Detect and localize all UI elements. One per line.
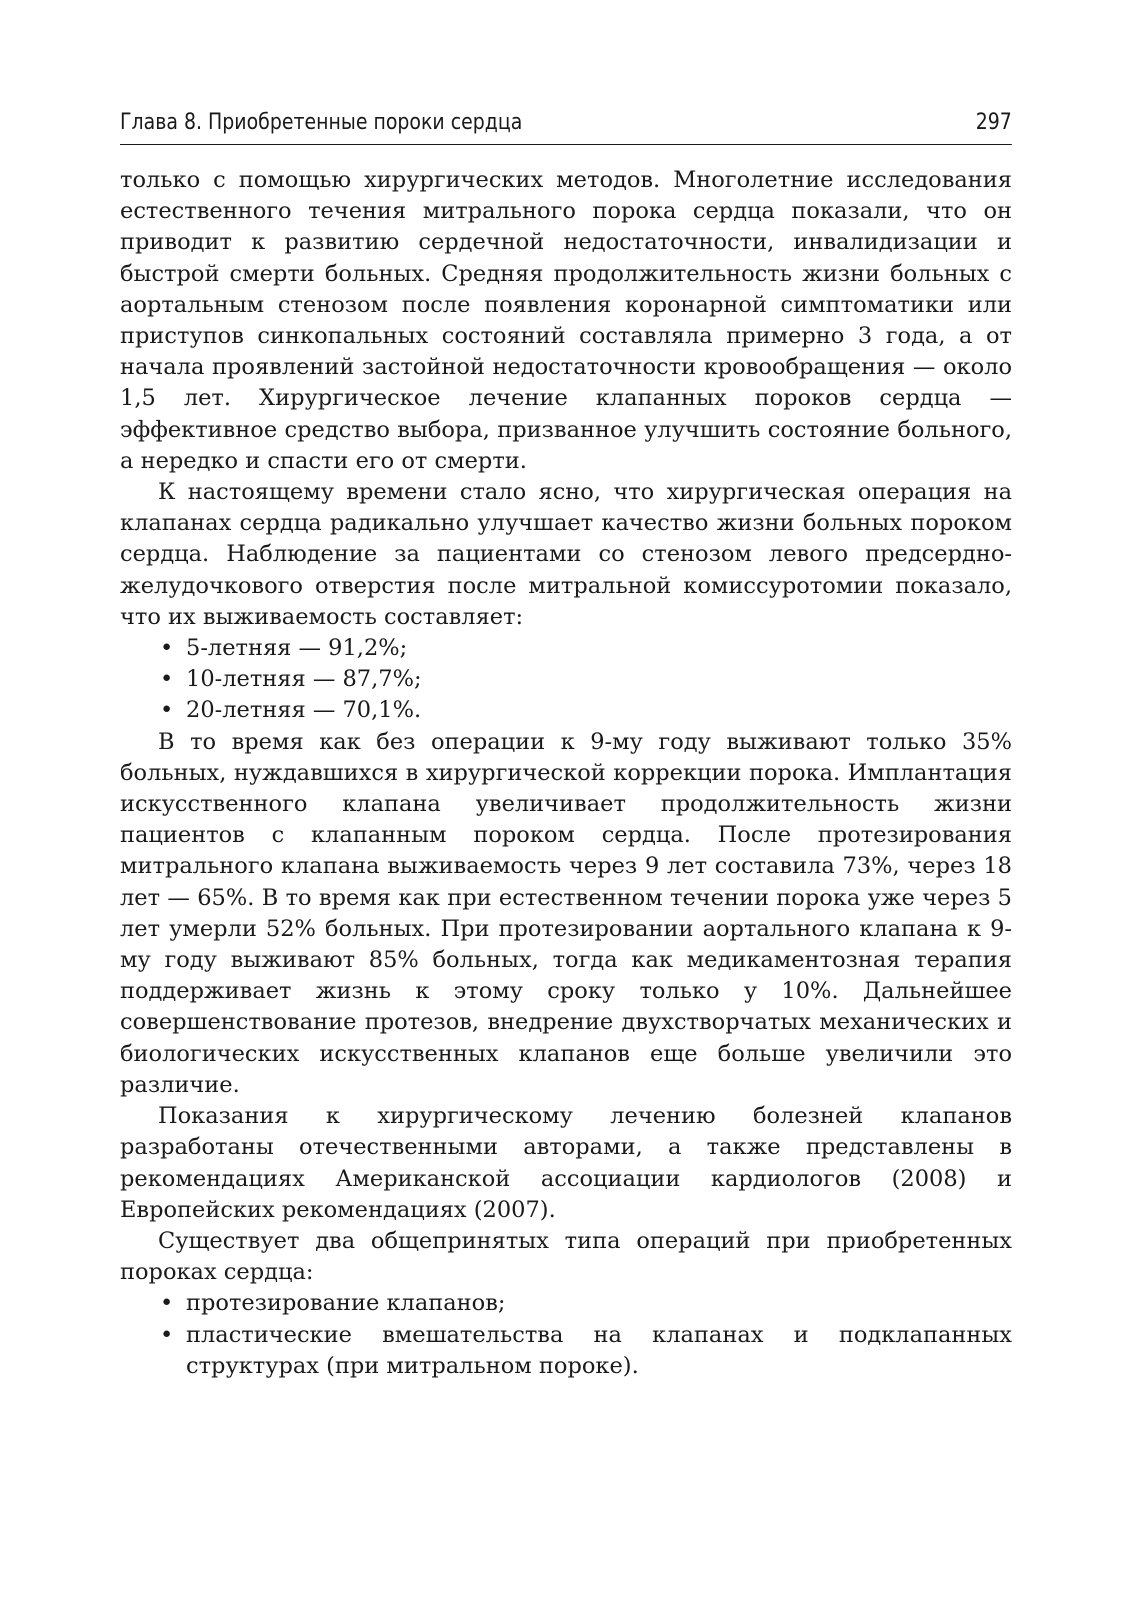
paragraph-2: К настоящему времени стало ясно, что хирургическая операция на клапанах сердца радикально улучшает качество жизни больных пороком сердца. Наблюдение за пациентами со стенозом левого предсердно-желудочкового отверстия после митральной комиссуротомии показало, что их выживаемость составляет: bbox=[120, 479, 1012, 630]
bullet-icon: • bbox=[160, 666, 174, 693]
list-item bbox=[120, 1288, 1012, 1319]
running-header bbox=[120, 108, 1012, 145]
bullet-icon: • bbox=[160, 1321, 174, 1348]
operations-list bbox=[120, 1288, 1012, 1382]
list-item-text: 10-летняя — 87,7%; bbox=[186, 666, 422, 693]
list-item bbox=[120, 664, 1012, 695]
survival-list bbox=[120, 633, 1012, 727]
list-item-text: пластические вмешательства на клапанах и подклапанных структурах (при митральном пороке). bbox=[186, 1321, 1012, 1379]
bullet-icon: • bbox=[160, 697, 174, 724]
paragraph-1: только с помощью хирургических методов. Многолетние исследования естественного течения митрального порока сердца показали, что он приводит к развитию сердечной недостаточности, инвалидизации и быстрой смерти больных. Средняя продолжительность жизни больных с аортальным стенозом после появления коронарной симптоматики или приступов синкопальных состояний составляла примерно 3 года, а от начала проявлений застойной недостаточности кровообращения — около 1,5 лет. Хирургическое лечение клапанных пороков сердца — эффективное средство выбора, призванное улучшить состояние больного, а нередко и спасти его от смерти. bbox=[120, 167, 1012, 474]
list-item bbox=[120, 633, 1012, 664]
body-text bbox=[120, 165, 1012, 1382]
paragraph-4: Показания к хирургическому лечению болезней клапанов разработаны отечественными авторами, а также представлены в рекомендациях Американской ассоциации кардиологов (2008) и Европейских рекомендациях (2007). bbox=[120, 1103, 1012, 1223]
page-number: 297 bbox=[975, 110, 1012, 135]
chapter-title: Глава 8. Приобретенные пороки сердца bbox=[120, 110, 523, 135]
list-item bbox=[120, 1320, 1012, 1382]
paragraph-5: Существует два общепринятых типа операций при приобретенных пороках сердца: bbox=[120, 1227, 1012, 1286]
bullet-icon: • bbox=[160, 635, 174, 662]
list-item-text: 5-летняя — 91,2%; bbox=[186, 635, 408, 662]
list-item-text: 20-летняя — 70,1%. bbox=[186, 697, 422, 724]
bullet-icon: • bbox=[160, 1290, 174, 1317]
list-item bbox=[120, 695, 1012, 726]
list-item-text: протезирование клапанов; bbox=[186, 1290, 506, 1317]
paragraph-3: В то время как без операции к 9-му году выживают только 35% больных, нуждавшихся в хирургической коррекции порока. Имплантация искусственного клапана увеличивает продолжительность жизни пациентов с клапанным пороком сердца. После протезирования митрального клапана выживаемость через 9 лет составила 73%, через 18 лет — 65%. В то время как при естественном течении порока уже через 5 лет умерли 52% больных. При протезировании аортального клапана к 9-му году выживают 85% больных, тогда как медикаментозная терапия поддерживает жизнь к этому сроку только у 10%. Дальнейшее совершенствование протезов, внедрение двухстворчатых механических и биологических искусственных клапанов еще больше увеличили это различие. bbox=[120, 728, 1012, 1098]
